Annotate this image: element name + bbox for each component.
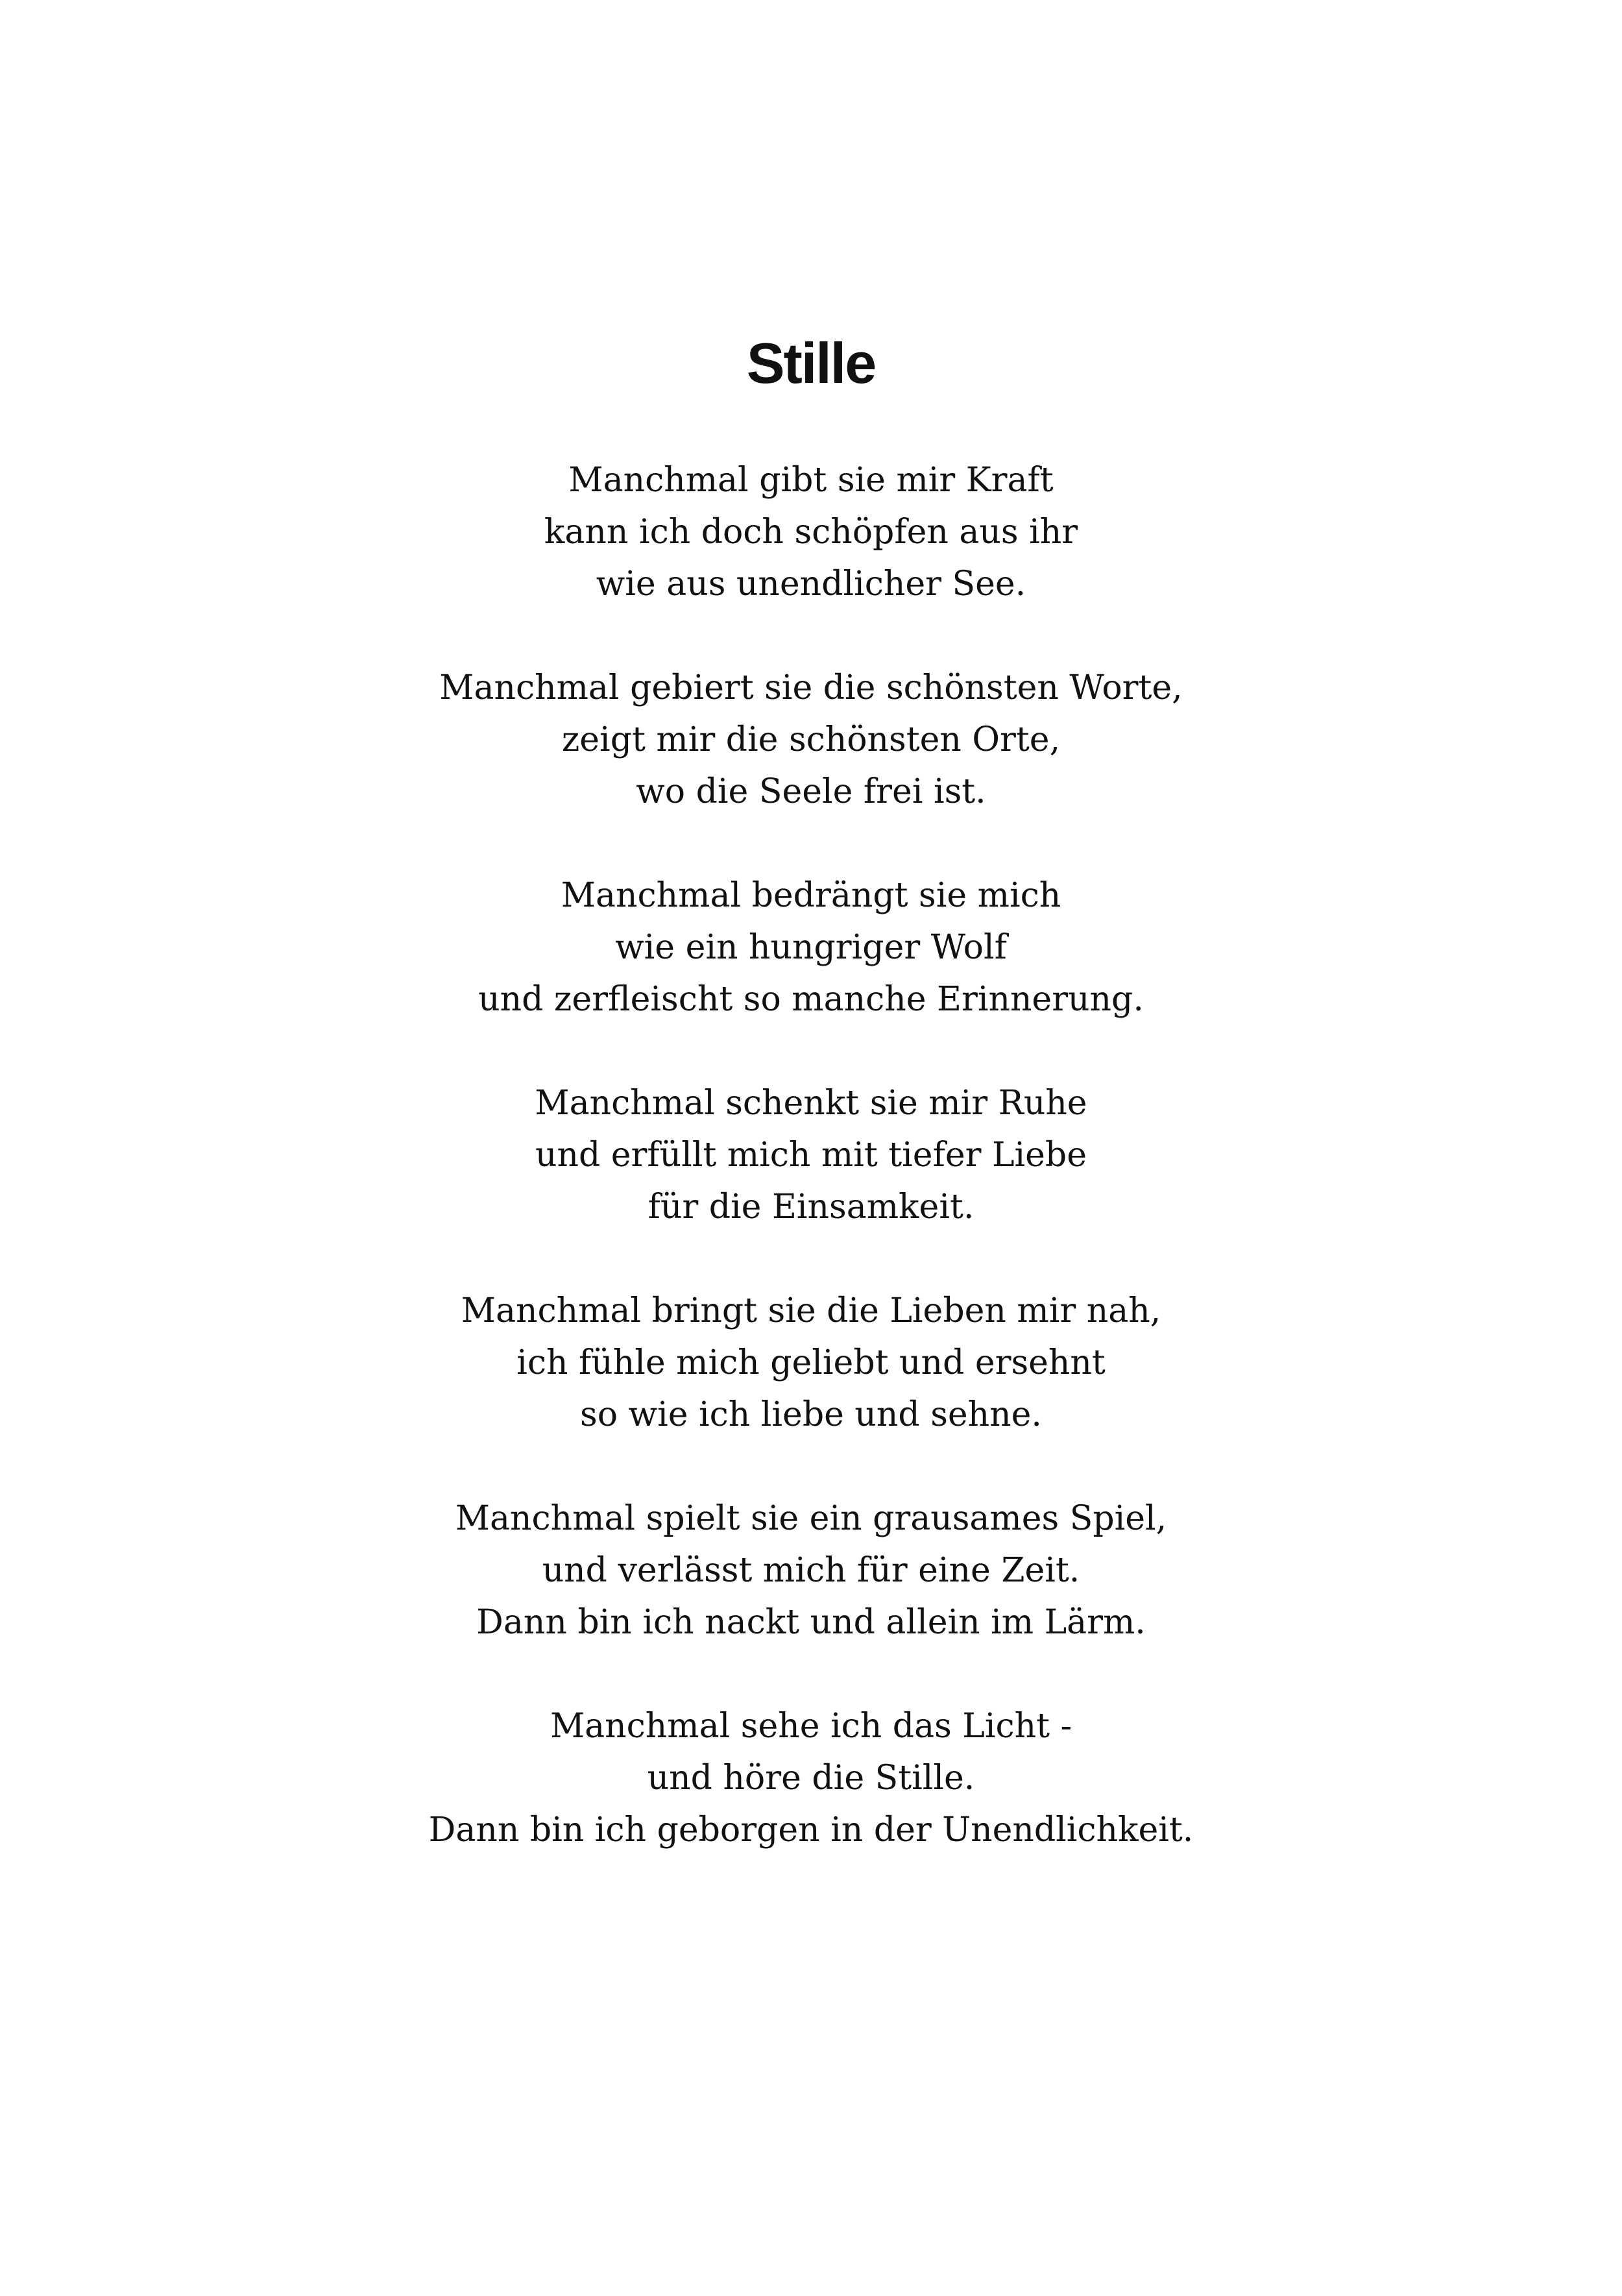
poem-line: ich fühle mich geliebt und ersehnt: [516, 1343, 1106, 1382]
poem-line: zeigt mir die schönsten Orte,: [561, 720, 1061, 759]
poem-line: wo die Seele frei ist.: [636, 772, 986, 811]
stanza: [0, 1077, 1622, 1233]
poem-line: Manchmal spielt sie ein grausames Spiel,: [455, 1499, 1167, 1538]
poem-line: so wie ich liebe und sehne.: [580, 1395, 1042, 1434]
poem-line: und verlässt mich für eine Zeit.: [542, 1551, 1080, 1590]
poem-line: und höre die Stille.: [647, 1759, 975, 1798]
poem-line: Manchmal sehe ich das Licht -: [550, 1707, 1072, 1746]
poem-line: für die Einsamkeit.: [648, 1188, 974, 1227]
poem-line: Manchmal bedrängt sie mich: [561, 876, 1061, 915]
stanza: [0, 1285, 1622, 1441]
poem-line: kann ich doch schöpfen aus ihr: [544, 513, 1078, 552]
poem-line: Dann bin ich geborgen in der Unendlichkeit.: [428, 1811, 1194, 1850]
stanza: [0, 454, 1622, 610]
poem-line: und erfüllt mich mit tiefer Liebe: [535, 1136, 1087, 1175]
poem-line: Manchmal schenkt sie mir Ruhe: [535, 1084, 1087, 1123]
stanza: [0, 1700, 1622, 1856]
stanza: [0, 1493, 1622, 1648]
poem-line: wie aus unendlicher See.: [596, 565, 1026, 604]
poem-line: Dann bin ich nackt und allein im Lärm.: [476, 1603, 1146, 1642]
poem-line: Manchmal gebiert sie die schönsten Worte,: [439, 668, 1183, 707]
poem-line: wie ein hungriger Wolf: [615, 928, 1007, 967]
poem-line: Manchmal bringt sie die Lieben mir nah,: [461, 1291, 1161, 1330]
stanza: [0, 870, 1622, 1025]
stanza: [0, 662, 1622, 818]
poem-title: Stille: [746, 331, 876, 395]
poem-line: Manchmal gibt sie mir Kraft: [568, 461, 1054, 500]
poem-line: und zerfleischt so manche Erinnerung.: [478, 980, 1144, 1019]
poem-body: [0, 454, 1622, 1908]
